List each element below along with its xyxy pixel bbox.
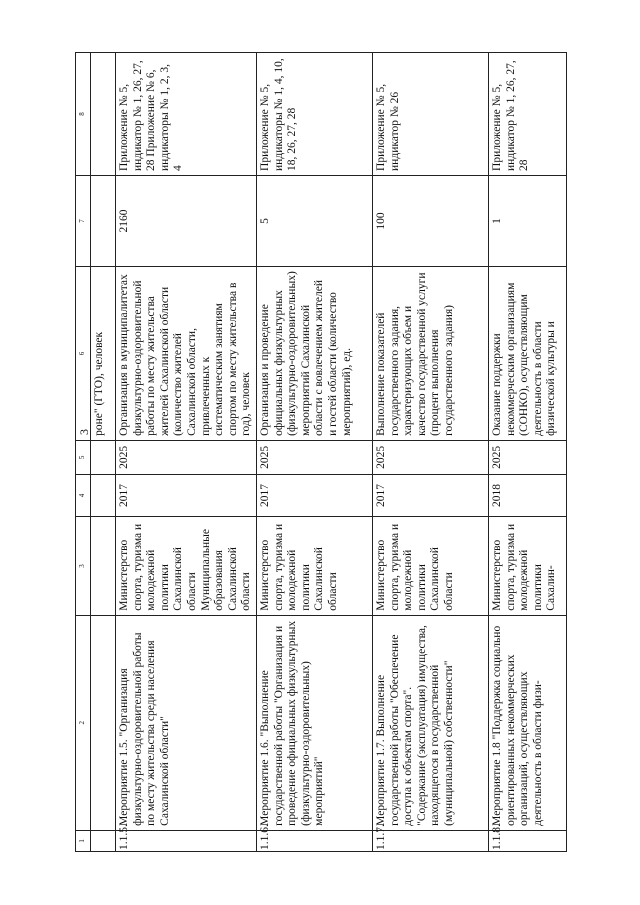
end-year: 2025 xyxy=(256,440,372,474)
measure-name: Мероприятие 1.5. "Организация физкультурно-оздоровительной работы по месту жительства среди населения Сахалинской области" xyxy=(116,615,257,830)
indicator: Организация в муниципалитетах физкультурно-оздоровительной работы по месту жительства жителей Сахалинской области (количество жителей Сахалинской области, привлеченных к систематическим занятиям спортом по месту жительства в год), человек xyxy=(116,267,257,441)
target-value: 100 xyxy=(372,175,488,266)
appendix-link: Приложение № 5, индикатор № 26 xyxy=(372,53,488,176)
executor: Министерство спорта, туризма и молодежной политики Сахалин- xyxy=(488,517,566,616)
indicator: Выполнение показателей государственного задания, характеризующих объем и качество государственной услуги (процент выполнения государственного задания) xyxy=(372,267,488,441)
column-number: 5 xyxy=(76,440,91,474)
measure-name: Мероприятие 1.6. "Выполнение государственной работы "Организация и проведение официальных физкультурных (физкультурно-оздоровительных) мероприятий" xyxy=(256,615,372,830)
row-number: 1.1.6. xyxy=(256,830,372,851)
measure-name: Мероприятие 1.8 "Поддержка социально ориентированных некоммерческих организаций, осуществляющих деятельность в области физи- xyxy=(488,615,566,830)
executor: Министерство спорта, туризма и молодежной политики Сахалинской области xyxy=(372,517,488,616)
program-measures-table xyxy=(75,52,567,852)
column-number: 7 xyxy=(76,175,91,266)
start-year: 2018 xyxy=(488,474,566,516)
column-number: 1 xyxy=(76,830,91,851)
continuation-row xyxy=(91,53,116,852)
start-year: 2017 xyxy=(256,474,372,516)
executor: Министерство спорта, туризма и молодежной политики Сахалинской области xyxy=(256,517,372,616)
table-row xyxy=(372,53,488,852)
target-value: 5 xyxy=(256,175,372,266)
end-year: 2025 xyxy=(116,440,257,474)
start-year: 2017 xyxy=(116,474,257,516)
appendix-link: Приложение № 5, индикатор № 1, 26, 27, 28 Приложение № 6, индикаторы № 1, 2, 3, 4 xyxy=(116,53,257,176)
end-year: 2025 xyxy=(488,440,566,474)
continuation-indicator: роне" (ГТО), человек xyxy=(91,267,116,441)
end-year: 2025 xyxy=(372,440,488,474)
page-number: 3 xyxy=(77,429,91,435)
target-value: 1 xyxy=(488,175,566,266)
row-number: 1.1.5. xyxy=(116,830,257,851)
target-value: 2160 xyxy=(116,175,257,266)
row-number: 1.1.7. xyxy=(372,830,488,851)
indicator: Оказание поддержки некоммерческим организациям (СОНКО), осуществляющим деятельность в области физической культуры и xyxy=(488,267,566,441)
table-row xyxy=(488,53,566,852)
column-number: 3 xyxy=(76,517,91,616)
column-number: 2 xyxy=(76,615,91,830)
table-row xyxy=(256,53,372,852)
executor: Министерство спорта, туризма и молодежной политики Сахалинской области Муниципальные образования Сахалинской области xyxy=(116,517,257,616)
appendix-link: Приложение № 5, индикатор № 1, 26, 27, 28 xyxy=(488,53,566,176)
column-number: 6 xyxy=(76,267,91,441)
measure-name: Мероприятие 1.7. Выполнение государственной работы "Обеспечение доступа к объектам спорта". "Содержание (эксплуатация) имущества, находящегося в государственной (муниципальной) собственности" xyxy=(372,615,488,830)
rotated-table-container xyxy=(75,52,565,852)
appendix-link: Приложение № 5, индикаторы № 1, 4, 10, 18, 26, 27, 28 xyxy=(256,53,372,176)
start-year: 2017 xyxy=(372,474,488,516)
column-number: 4 xyxy=(76,474,91,516)
column-number-row xyxy=(76,53,91,852)
indicator: Организация и проведение официальных физкультурных (физкультурно-оздоровительных) мероприятий Сахалинской области с вовлечением жителей и гостей области (количество мероприятий), ед. xyxy=(256,267,372,441)
row-number: 1.1.8. xyxy=(488,830,566,851)
column-number: 8 xyxy=(76,53,91,176)
table-row xyxy=(116,53,257,852)
